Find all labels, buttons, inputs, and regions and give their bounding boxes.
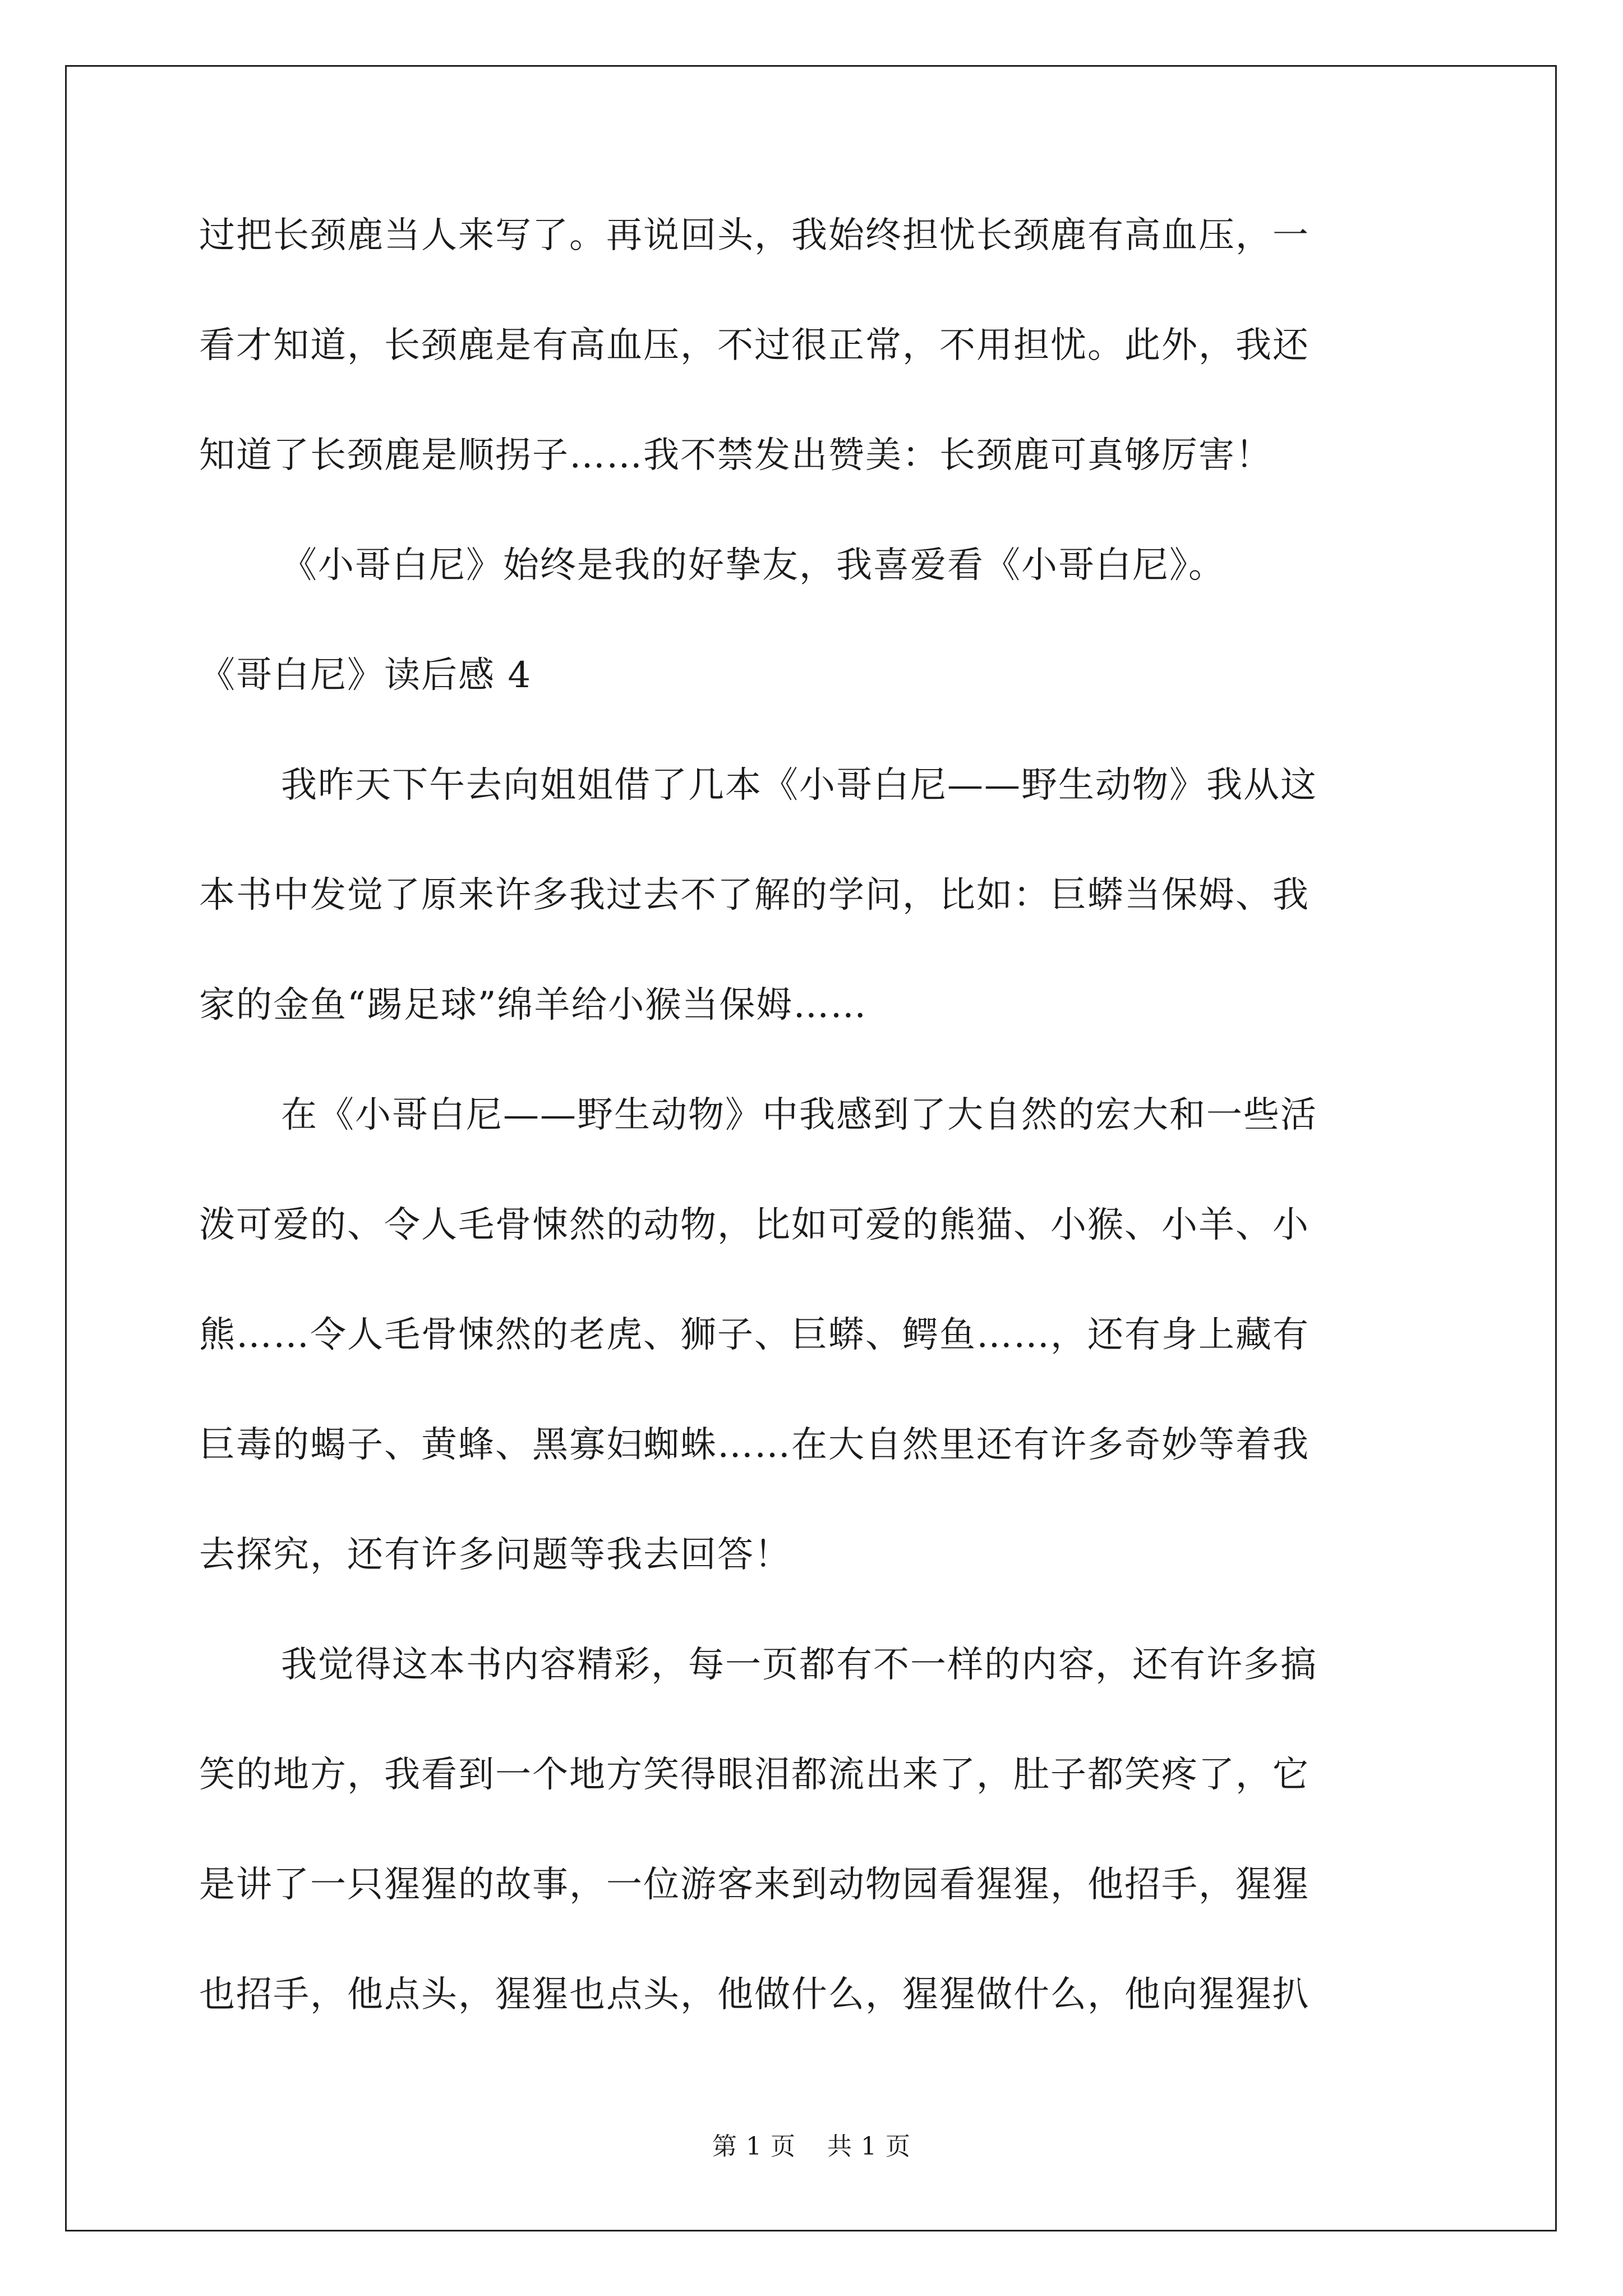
document-body (199, 208, 1427, 2077)
body-line: 是讲了一只猩猩的故事，一位游客来到动物园看猩猩，他招手，猩猩 (199, 1864, 1310, 1906)
page-total: 共 1 页 (827, 2132, 911, 2161)
page-footer (0, 2126, 1623, 2162)
page-number: 第 1 页 (712, 2132, 796, 2161)
section-heading: 《哥白尼》读后感 4 (199, 655, 532, 696)
body-line: 本书中发觉了原来许多我过去不了解的学问，比如：巨蟒当保姆、我 (199, 875, 1310, 916)
paragraph-line: 我觉得这本书内容精彩，每一页都有不一样的内容，还有许多搞 (281, 1644, 1317, 1686)
body-line: 泼可爱的、令人毛骨悚然的动物，比如可爱的熊猫、小猴、小羊、小 (199, 1204, 1310, 1246)
paragraph-line: 在《小哥白尼——野生动物》中我感到了大自然的宏大和一些活 (281, 1094, 1317, 1136)
body-line: 去探究，还有许多问题等我去回答！ (199, 1534, 791, 1576)
body-line: 熊……令人毛骨悚然的老虎、狮子、巨蟒、鳄鱼……，还有身上藏有 (199, 1314, 1310, 1356)
body-line: 家的金鱼“踢足球”绵羊给小猴当保姆…… (199, 984, 868, 1026)
body-line: 巨毒的蝎子、黄蜂、黑寡妇蜘蛛……在大自然里还有许多奇妙等着我 (199, 1424, 1310, 1466)
body-line: 知道了长颈鹿是顺拐子……我不禁发出赞美：长颈鹿可真够厉害！ (199, 435, 1272, 476)
body-line: 也招手，他点头，猩猩也点头，他做什么，猩猩做什么，他向猩猩扒 (199, 1974, 1310, 2016)
paragraph-line: 《小哥白尼》始终是我的好挚友，我喜爱看《小哥白尼》。 (281, 545, 1225, 586)
body-line: 过把长颈鹿当人来写了。再说回头，我始终担忧长颈鹿有高血压，一 (199, 215, 1310, 256)
body-line: 笑的地方，我看到一个地方笑得眼泪都流出来了，肚子都笑疼了，它 (199, 1754, 1310, 1796)
body-line: 看才知道，长颈鹿是有高血压，不过很正常，不用担忧。此外，我还 (199, 325, 1310, 366)
paragraph-line: 我昨天下午去向姐姐借了几本《小哥白尼——野生动物》我从这 (281, 765, 1317, 806)
